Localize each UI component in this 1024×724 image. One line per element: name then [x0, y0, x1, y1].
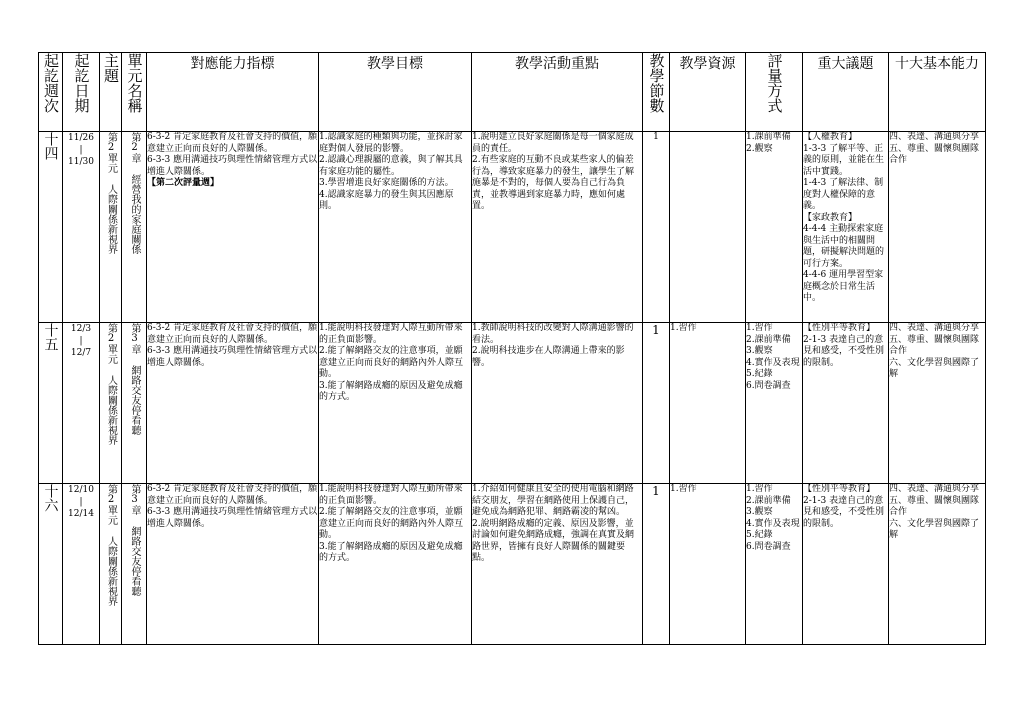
assessment-item: 2.課前準備	[746, 495, 791, 506]
issue-item: 1-3-3 了解平等、正義的原則，並能在生活中實踐。	[803, 143, 885, 177]
activity-item: 1.說明建立良好家庭關係是每一個家庭成員的責任。	[472, 132, 634, 154]
table-row	[39, 132, 986, 323]
indicator-item: 6-3-3 應用溝通技巧與理性情緒管理方式以增進人際關係。	[147, 346, 318, 368]
theme-cell: 第2單元 人際關係新視界	[100, 484, 122, 645]
date-separator: |	[79, 497, 83, 507]
header-assessment: 評量方式	[746, 53, 803, 132]
header-date: 起訖日期	[63, 53, 100, 132]
assessment-item: 4.實作及表現	[746, 357, 800, 368]
issues-cell	[803, 484, 889, 645]
assessment-item: 1.習作	[746, 323, 773, 333]
unit-cell: 第3章 網路交友停看聽	[122, 484, 147, 645]
resources-cell	[670, 132, 746, 323]
unit-cell: 第3章 網路交友停看聽	[122, 323, 147, 484]
table-row	[39, 484, 986, 645]
lesson-plan-table	[38, 52, 986, 645]
assessment-item: 1.課前準備	[746, 132, 791, 142]
date-start: 12/3	[70, 324, 92, 334]
issues-cell	[803, 132, 889, 323]
activity-item: 2.說明網路成癮的定義、原因及影響，並討論如何避免網路成癮，強調在真實及網路世界，皆擁有良好人際關係的關鍵要點。	[472, 518, 635, 563]
date-start: 11/26	[68, 133, 94, 143]
issue-item: 2-1-3 表達自己的意見和感受，不受性別的限制。	[803, 495, 885, 529]
issue-item: 【家政教育】	[803, 212, 858, 223]
issues-cell	[803, 323, 889, 484]
date-end: 12/7	[70, 348, 92, 358]
unit-cell: 第2章 經營我的家庭關係	[122, 132, 147, 323]
ability-item: 四、表達、溝通與分享	[889, 484, 980, 494]
indicators-cell	[147, 484, 319, 645]
periods-cell: 1	[643, 323, 670, 484]
assessment-item: 6.問卷調查	[746, 541, 791, 552]
indicators-cell	[147, 132, 319, 323]
assessment-item: 3.觀察	[746, 346, 773, 356]
activities-cell	[472, 132, 643, 323]
header-issues: 重大議題	[803, 53, 889, 132]
goal-item: 1.能說明科技發達對人際互動所帶來的正負面影響。	[319, 484, 463, 506]
indicator-item: 6-3-3 應用溝通技巧與理性情緒管理方式以增進人際關係。	[147, 155, 318, 177]
periods-cell: 1	[643, 484, 670, 645]
assessment-cell	[746, 484, 803, 645]
ability-item: 五、尊重、關懷與團隊合作	[889, 143, 980, 165]
activity-item: 1.介紹如何健康且安全的使用電腦和網路結交朋友，學習在網路使用上保護自己，避免成為網路犯罪、網路霸凌的幫凶。	[472, 484, 635, 517]
week-cell: 十四	[39, 132, 63, 323]
indicator-item: 6-3-2 肯定家庭教育及社會支持的價值，願意建立正向而良好的人際關係。	[147, 323, 318, 345]
assessment-item: 4.實作及表現	[746, 518, 800, 529]
date-cell	[63, 484, 100, 645]
abilities-cell	[889, 484, 986, 645]
date-cell	[63, 323, 100, 484]
theme-cell: 第2單元 人際關係新視界	[100, 132, 122, 323]
ability-item: 六、文化學習與國際了解	[889, 357, 980, 379]
goal-item: 1.能說明科技發達對人際互動所帶來的正負面影響。	[319, 323, 463, 345]
goal-item: 3.能了解網路成癮的原因及避免成癮的方式。	[319, 380, 463, 402]
assessment-item: 6.問卷調查	[746, 380, 791, 391]
periods-cell: 1	[643, 132, 670, 323]
week-cell: 十五	[39, 323, 63, 484]
assessment-item: 1.習作	[746, 484, 773, 494]
date-separator: |	[79, 145, 83, 155]
issue-item: 1-4-3 了解法律、制度對人權保障的意義。	[803, 178, 884, 211]
header-goals: 教學目標	[319, 53, 472, 132]
header-row	[39, 53, 986, 132]
assessment-item: 5.紀錄	[746, 530, 773, 540]
activities-cell	[472, 323, 643, 484]
goal-item: 2.能了解網路交友的注意事項，並願意建立正向而良好的網路內外人際互動。	[319, 507, 464, 540]
issue-item: 4-4-4 主動探索家庭與生活中的相關問題，研擬解決問題的可行方案。	[803, 224, 885, 269]
abilities-cell	[889, 132, 986, 323]
abilities-cell	[889, 323, 986, 484]
date-separator: |	[79, 336, 83, 346]
issue-item: 4-4-6 運用學習型家庭概念於日常生活中。	[803, 270, 884, 303]
date-cell	[63, 132, 100, 323]
table-row	[39, 323, 986, 484]
week-cell: 十六	[39, 484, 63, 645]
header-abilities: 十大基本能力	[889, 53, 986, 132]
ability-item: 五、尊重、關懷與團隊合作	[889, 495, 980, 517]
indicator-item: 6-3-2 肯定家庭教育及社會支持的價值，願意建立正向而良好的人際關係。	[147, 132, 318, 154]
header-indicators: 對應能力指標	[147, 53, 319, 132]
goal-item: 3.能了解網路成癮的原因及避免成癮的方式。	[319, 541, 463, 563]
goals-cell	[319, 323, 472, 484]
resources-cell: 1.習作	[670, 484, 746, 645]
goal-item: 2.認識心理親屬的意義，與了解其具有家庭功能的屬性。	[319, 155, 463, 177]
ability-item: 四、表達、溝通與分享	[889, 132, 980, 142]
issue-item: 2-1-3 表達自己的意見和感受，不受性別的限制。	[803, 334, 885, 368]
assessment-item: 5.紀錄	[746, 369, 773, 379]
goal-item: 2.能了解網路交友的注意事項，並願意建立正向而良好的網路內外人際互動。	[319, 346, 464, 379]
header-activities: 教學活動重點	[472, 53, 643, 132]
ability-item: 四、表達、溝通與分享	[889, 323, 980, 333]
issue-item: 【性別平等教育】	[803, 484, 876, 494]
ability-item: 五、尊重、關懷與團隊合作	[889, 334, 980, 356]
goals-cell	[319, 484, 472, 645]
header-resources: 教學資源	[670, 53, 746, 132]
header-periods: 教學節數	[643, 53, 670, 132]
indicator-item: 6-3-3 應用溝通技巧與理性情緒管理方式以增進人際關係。	[147, 507, 318, 529]
indicators-cell	[147, 323, 319, 484]
header-unit: 單元名稱	[122, 53, 147, 132]
assessment-item: 2.課前準備	[746, 334, 791, 345]
activity-item: 1.教師說明科技的改變對人際溝通影響的看法。	[472, 323, 634, 345]
issue-item: 【人權教育】	[803, 132, 858, 142]
ability-item: 六、文化學習與國際了解	[889, 518, 980, 540]
goal-item: 4.認識家庭暴力的發生與其因應原則。	[319, 189, 454, 211]
date-end: 11/30	[68, 157, 94, 167]
theme-cell: 第2單元 人際關係新視界	[100, 323, 122, 484]
activity-item: 2.有些家庭的互動不良或某些家人的偏差行為，導致家庭暴力的發生，讓學生了解施暴是不對的，每個人要為自己行為負責，並教導遇到家庭暴力時，應如何處置。	[472, 155, 635, 211]
assessment-item: 3.觀察	[746, 507, 773, 517]
goal-item: 3.學習增進良好家庭關係的方法。	[319, 178, 454, 188]
header-week: 起訖週次	[39, 53, 63, 132]
assessment-cell	[746, 132, 803, 323]
header-theme: 主題	[100, 53, 122, 132]
activities-cell	[472, 484, 643, 645]
exam-week-note: 【第二次評量週】	[147, 178, 220, 188]
indicator-item: 6-3-2 肯定家庭教育及社會支持的價值，願意建立正向而良好的人際關係。	[147, 484, 318, 506]
goals-cell	[319, 132, 472, 323]
resources-cell: 1.習作	[670, 323, 746, 484]
activity-item: 2.說明科技進步在人際溝通上帶來的影響。	[472, 346, 625, 368]
date-end: 12/14	[68, 509, 94, 519]
issue-item: 【性別平等教育】	[803, 323, 876, 333]
assessment-item: 2.觀察	[746, 143, 773, 154]
date-start: 12/10	[68, 485, 94, 495]
goal-item: 1.認識家庭的種類與功能，並探討家庭對個人發展的影響。	[319, 132, 463, 154]
assessment-cell	[746, 323, 803, 484]
